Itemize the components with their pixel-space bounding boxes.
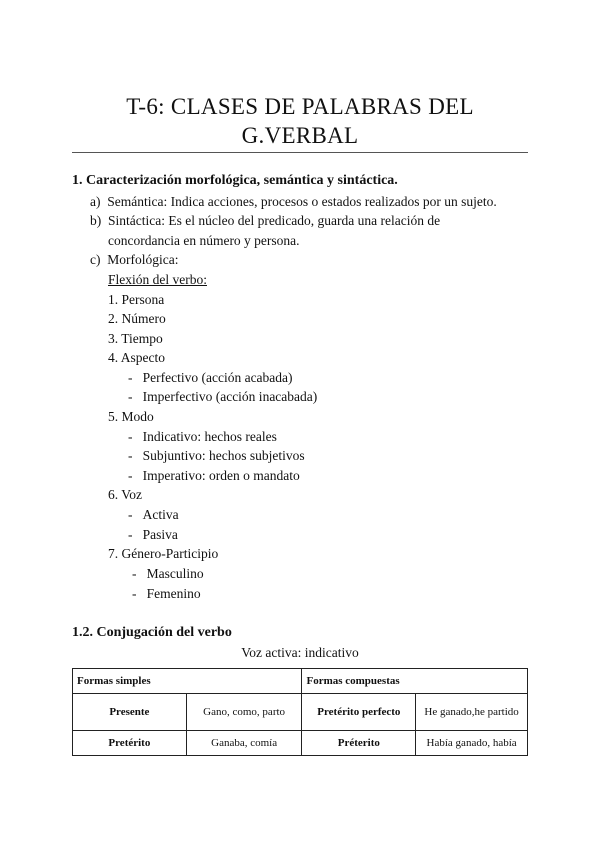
table-cell: Préterito: [302, 731, 416, 756]
flexion-item: 4. Aspecto: [108, 350, 165, 365]
flexion-subitem-text: Subjuntivo: hechos subjetivos: [142, 448, 305, 463]
table-cell: Gano, como, parto: [186, 694, 302, 731]
page-title-line-1: T-6: CLASES DE PALABRAS DEL: [126, 94, 474, 119]
list-item-b: [90, 213, 440, 229]
flexion-subitem-text: Activa: [142, 507, 179, 522]
flexion-subitem-text: Indicativo: hechos reales: [142, 429, 277, 444]
table-cell: Presente: [73, 694, 187, 731]
flexion-item: 7. Género-Participio: [108, 546, 219, 561]
flexion-subitem: - Subjuntivo: hechos subjetivos: [128, 448, 305, 463]
table-caption: Voz activa: indicativo: [241, 645, 359, 660]
table-cell: Había ganado, había: [416, 731, 528, 756]
list-marker: c): [90, 252, 101, 267]
table-header-row: [73, 669, 528, 694]
flexion-subitem-text: Pasiva: [142, 527, 178, 542]
conjugation-table: [72, 668, 528, 756]
table-header-cell: Formas simples: [73, 669, 302, 694]
table-cell: He ganado,he partido: [416, 694, 528, 731]
flexion-subitem-text: Perfectivo (acción acabada): [142, 370, 293, 385]
flexion-label: Flexión del verbo:: [108, 272, 207, 287]
flexion-subitem-text: Imperativo: orden o mandato: [142, 468, 300, 483]
flexion-subitem: - Indicativo: hechos reales: [128, 429, 277, 444]
flexion-subitem: - Imperativo: orden o mandato: [128, 468, 300, 483]
section-1-heading: 1. Caracterización morfológica, semántica y sintáctica.: [72, 173, 398, 188]
flexion-subitem: - Activa: [128, 507, 179, 522]
page-title: [72, 92, 528, 150]
table-cell: Pretérito perfecto: [302, 694, 416, 731]
table-cell: Pretérito: [73, 731, 187, 756]
flexion-subitem: - Perfectivo (acción acabada): [128, 370, 293, 385]
flexion-item: 1. Persona: [108, 292, 165, 307]
list-item-a: [90, 194, 497, 210]
table-row: [73, 731, 528, 756]
table-header-cell: Formas compuestas: [302, 669, 528, 694]
flexion-subitem-text: Imperfectivo (acción inacabada): [142, 389, 318, 404]
list-item-text: Sintáctica: Es el núcleo del predicado, guarda una relación de: [108, 213, 441, 228]
flexion-subitem-text: Femenino: [146, 586, 201, 601]
table-row: [73, 694, 528, 731]
list-item-text: Morfológica:: [107, 252, 179, 267]
list-item-c: [90, 252, 178, 268]
flexion-subitem: - Pasiva: [128, 527, 178, 542]
list-item-text: Semántica: Indica acciones, procesos o estados realizados por un sujeto.: [107, 194, 497, 209]
flexion-subitem: - Femenino: [132, 586, 201, 601]
flexion-subitem: - Masculino: [132, 566, 204, 581]
list-marker: a): [90, 194, 101, 209]
flexion-subitem-text: Masculino: [146, 566, 204, 581]
flexion-item: 2. Número: [108, 311, 166, 326]
table-cell: Ganaba, comía: [186, 731, 302, 756]
flexion-item: 5. Modo: [108, 409, 154, 424]
page-title-line-2: G.VERBAL: [241, 123, 359, 148]
list-marker: b): [90, 213, 102, 228]
flexion-item: 3. Tiempo: [108, 331, 163, 346]
flexion-subitem: - Imperfectivo (acción inacabada): [128, 389, 318, 404]
list-item-b-continuation: concordancia en número y persona.: [108, 233, 300, 248]
flexion-item: 6. Voz: [108, 487, 143, 502]
section-2-heading: 1.2. Conjugación del verbo: [72, 625, 232, 640]
title-divider: [72, 152, 528, 153]
